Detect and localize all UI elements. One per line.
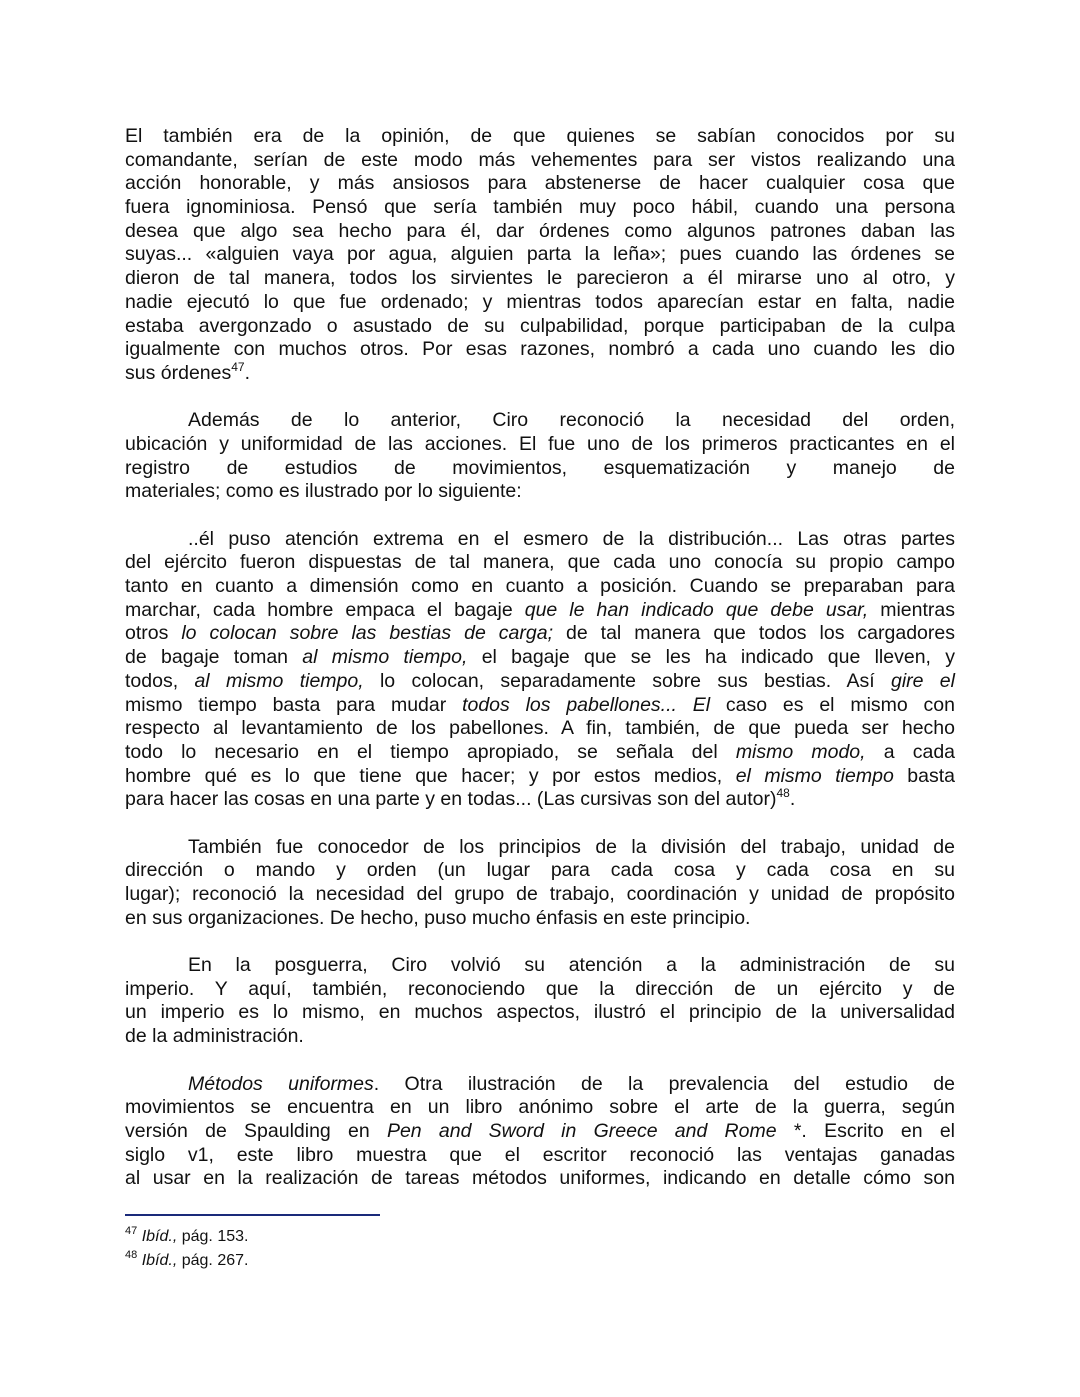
italic-text: mismo modo, — [735, 740, 866, 763]
text-line — [125, 788, 955, 812]
text-segment: siglo v1, este libro muestra que el escritor reconoció las ventajas ganadas — [125, 1143, 955, 1166]
text-segment: todo lo necesario en el tiempo apropiado, se señala del — [125, 740, 736, 763]
text-segment: de bagaje toman — [125, 646, 303, 669]
text-segment: del ejército fueron dispuestas de tal manera, que cada uno conocía su propio campo — [125, 551, 955, 574]
text-line — [125, 599, 955, 623]
text-segment: caso es el mismo con — [710, 693, 955, 716]
text-segment: fuera ignominiosa. Pensó que sería también muy poco hábil, cuando una persona — [125, 196, 955, 219]
text-segment: hombre qué es lo que tiene que hacer; y por estos medios, — [125, 764, 736, 787]
italic-text: al mismo tiempo, — [302, 646, 468, 669]
text-line — [125, 646, 955, 670]
text-line — [125, 1167, 955, 1191]
text-segment: basta — [893, 764, 955, 787]
paragraph — [125, 409, 955, 504]
text-segment: lo colocan, separadamente sobre sus bestias. Así — [363, 669, 891, 692]
text-line — [125, 267, 955, 291]
text-line — [125, 149, 955, 173]
text-segment: respecto al levantamiento de los pabellones. A fin, también, de que pueda ser hecho — [125, 717, 955, 740]
text-line — [125, 717, 955, 741]
text-segment: lugar); reconoció la necesidad del grupo de trabajo, coordinación y unidad de propósito — [125, 883, 955, 905]
text-segment: ubicación y uniformidad de las acciones. El fue uno de los primeros practicantes en el — [125, 432, 955, 455]
footnote-reference: 47 — [231, 359, 245, 374]
italic-text: que le han indicado que debe usar, — [524, 598, 869, 621]
text-line — [125, 836, 955, 860]
text-segment: comandante, serían de este modo más vehementes para ser vistos realizando una — [125, 148, 955, 171]
text-line — [125, 622, 955, 646]
text-segment: . — [789, 788, 796, 811]
text-line — [125, 954, 955, 978]
text-segment: dirección o mando y orden (un lugar para cada cosa y cada cosa en su — [125, 859, 955, 882]
text-line — [125, 315, 955, 339]
text-line — [125, 907, 955, 931]
footnote-reference: 48 — [776, 786, 790, 801]
italic-text: lo colocan sobre las bestias de carga; — [181, 622, 553, 645]
italic-text: gire el — [890, 669, 955, 692]
text-line — [125, 359, 955, 386]
text-line — [125, 243, 955, 267]
text-line — [125, 1001, 955, 1025]
text-segment: a cada — [865, 740, 956, 763]
paragraph — [125, 954, 955, 1049]
italic-text: Pen and Sword in Greece and Rome — [386, 1119, 777, 1142]
text-segment: movimientos se encuentra en un libro anónimo sobre el arte de la guerra, según — [125, 1096, 955, 1119]
footnote-text: pág. 153. — [177, 1228, 249, 1245]
italic-text: el mismo tiempo — [735, 764, 894, 787]
footnote-47 — [125, 1225, 248, 1249]
text-line — [125, 978, 955, 1002]
text-line — [125, 551, 955, 575]
text-line — [125, 1120, 955, 1144]
text-segment: en sus organizaciones. De hecho, puso mucho énfasis en este principio. — [125, 906, 751, 929]
paragraph — [125, 1073, 955, 1191]
text-segment: imperio. Y aquí, también, reconociendo que la dirección de un ejército y de — [125, 977, 955, 1000]
italic-text: al mismo tiempo, — [194, 669, 364, 692]
footnote-number: 48 — [125, 1249, 138, 1261]
text-segment: estaba avergonzado o asustado de su culpabilidad, porque participaban de la culpa — [125, 314, 955, 337]
text-segment: marchar, cada hombre empaca el bagaje — [125, 598, 525, 621]
text-segment: de la administración. — [125, 1025, 304, 1048]
text-segment: . Otra ilustración de la prevalencia del estudio de — [373, 1072, 955, 1095]
text-line — [125, 1025, 955, 1049]
text-segment: todos, — [125, 669, 195, 692]
text-segment: También fue conocedor de los principios de la división del trabajo, unidad de — [188, 835, 955, 858]
text-line — [125, 528, 955, 552]
text-line — [125, 409, 955, 433]
paragraph — [125, 836, 955, 931]
text-segment: desea que algo sea hecho para él, dar órdenes como algunos patrones daban las — [125, 219, 955, 242]
text-line — [125, 1096, 955, 1120]
text-segment: el bagaje que se les ha indicado que lleven, y — [467, 646, 956, 669]
text-segment: suyas... «alguien vaya por agua, alguien parta la leña»; pues cuando las órdenes se — [125, 243, 955, 266]
text-segment: tanto en cuanto a dimensión como en cuanto a posición. Cuando se preparaban para — [125, 575, 955, 598]
document-body — [125, 125, 955, 1215]
text-line — [125, 1073, 955, 1097]
text-line — [125, 765, 955, 789]
text-segment: un imperio es lo mismo, en muchos aspectos, ilustró el principio de la universalidad — [125, 1001, 955, 1024]
text-line — [125, 670, 955, 694]
text-line — [125, 338, 955, 362]
footnotes — [125, 1225, 248, 1273]
text-segment: de tal manera que todos los cargadores — [553, 622, 955, 645]
text-segment: igualmente con muchos otros. Por esas razones, nombró a cada uno cuando les dio — [125, 338, 955, 361]
footnote-48 — [125, 1249, 248, 1273]
text-segment: versión de Spaulding en — [125, 1119, 387, 1142]
text-line — [125, 575, 955, 599]
text-line — [125, 883, 955, 907]
text-line — [125, 196, 955, 220]
text-line — [125, 457, 955, 481]
text-segment: otros — [125, 622, 182, 645]
text-line — [125, 291, 955, 315]
paragraph — [125, 528, 955, 812]
text-segment: Además de lo anterior, Ciro reconoció la necesidad del orden, — [188, 409, 955, 432]
footnote-ref: Ibíd., — [141, 1252, 178, 1269]
text-segment: materiales; como es ilustrado por lo siguiente: — [125, 480, 522, 503]
text-segment: *. Escrito en el — [776, 1119, 956, 1142]
footnote-text: pág. 267. — [177, 1252, 249, 1269]
text-segment: En la posguerra, Ciro volvió su atención a la administración de su — [188, 954, 955, 977]
text-segment: nadie ejecutó lo que fue ordenado; y mientras todos aparecían estar en falta, nadie — [125, 290, 955, 313]
footnote-ref: Ibíd., — [141, 1228, 178, 1245]
text-line — [125, 125, 955, 149]
text-segment: . — [244, 361, 251, 384]
text-segment: dieron de tal manera, todos los sirvientes le parecieron a él mirarse uno al otro, y — [125, 267, 955, 290]
text-segment: ..él puso atención extrema en el esmero de la distribución... Las otras partes — [188, 527, 955, 550]
text-line — [125, 694, 955, 718]
text-line — [125, 220, 955, 244]
text-line — [125, 480, 955, 504]
text-segment: al usar en la realización de tareas métodos uniformes, indicando en detalle cómo son — [125, 1167, 955, 1190]
text-segment: mientras — [868, 598, 955, 621]
italic-text: todos los pabellones... El — [462, 693, 711, 716]
italic-text: Métodos uniformes — [188, 1072, 374, 1095]
text-line — [125, 1144, 955, 1168]
text-segment: registro de estudios de movimientos, esquematización y manejo de — [125, 456, 955, 479]
text-line — [125, 741, 955, 765]
text-segment: acción honorable, y más ansiosos para abstenerse de hacer cualquier cosa que — [125, 172, 955, 195]
text-segment: El también era de la opinión, de que quienes se sabían conocidos por su — [125, 125, 955, 147]
paragraph — [125, 125, 955, 386]
footnote-number: 47 — [125, 1225, 138, 1237]
text-segment: sus órdenes — [125, 361, 232, 384]
text-line — [125, 859, 955, 883]
text-segment: mismo tiempo basta para mudar — [125, 693, 463, 716]
text-segment: para hacer las cosas en una parte y en todas... (Las cursivas son del autor) — [125, 788, 777, 811]
text-line — [125, 172, 955, 196]
footnote-divider — [125, 1214, 380, 1216]
text-line — [125, 433, 955, 457]
